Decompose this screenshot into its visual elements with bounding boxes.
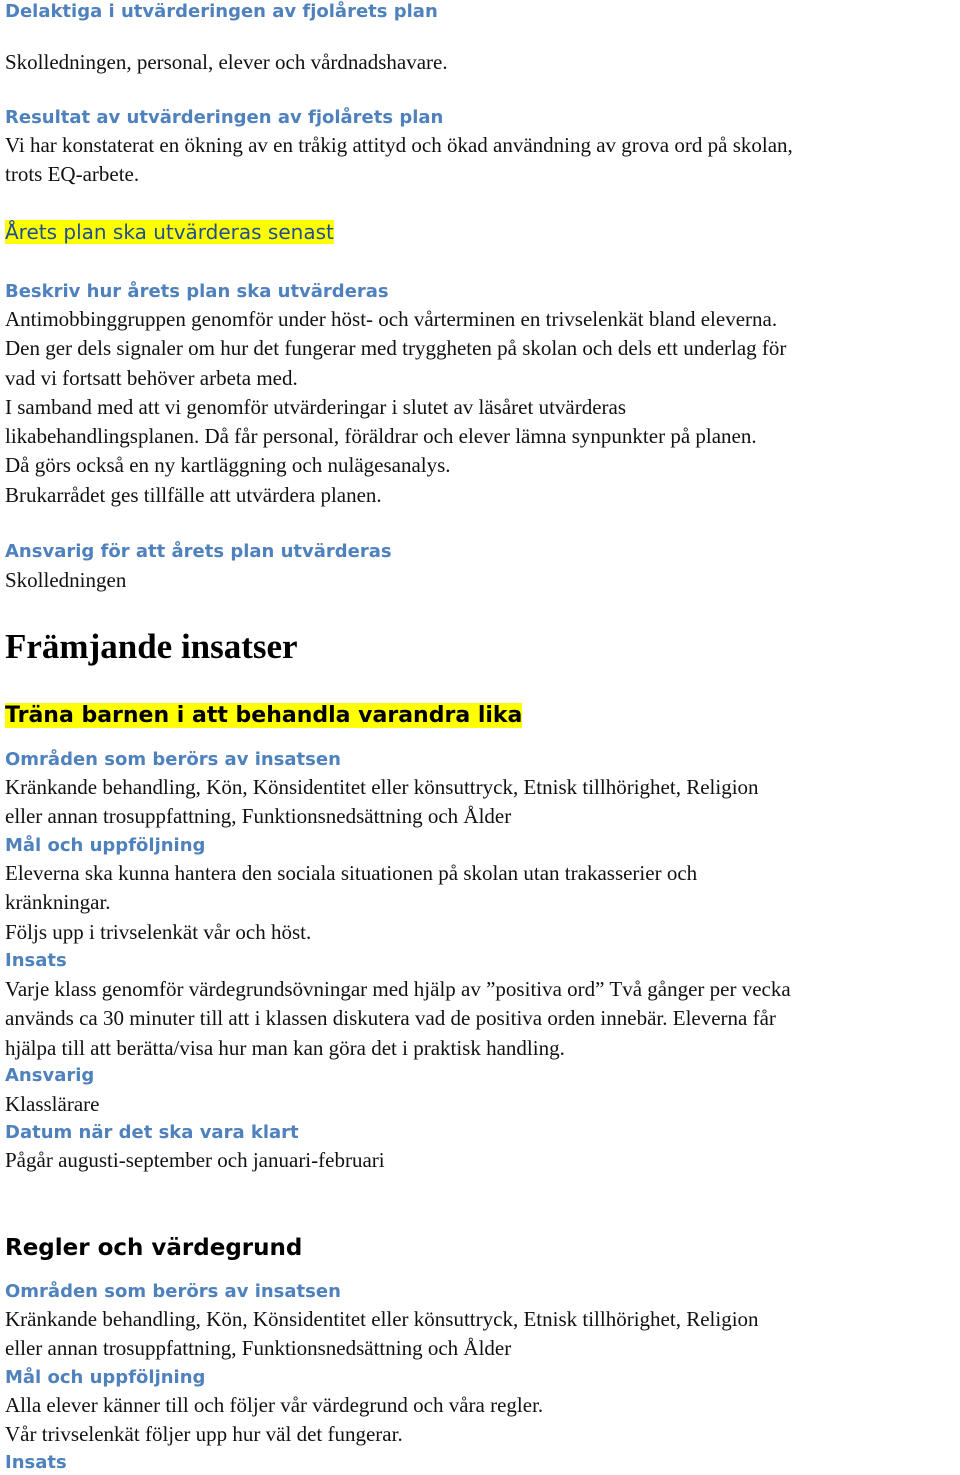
result-heading: Resultat av utvärderingen av fjolårets plan xyxy=(5,107,444,128)
action-line: hjälpa till att berätta/visa hur man kan göra det i praktisk handling. xyxy=(5,1035,565,1060)
goals-line: Eleverna ska kunna hantera den sociala situationen på skolan utan trakasserier och xyxy=(5,861,698,885)
goals-line: Alla elever känner till och följer vår värdegrund och våra regler. xyxy=(5,1393,544,1417)
measure2-title: Regler och värdegrund xyxy=(5,1235,303,1261)
describe-line: Den ger dels signaler om hur det fungerar med tryggheten på skolan och dels ett underlag för xyxy=(5,336,787,361)
measure2-goals-heading: Mål och uppföljning xyxy=(5,1367,206,1388)
section-title: Främjande insatser xyxy=(5,627,298,666)
measure1-goals-heading: Mål och uppföljning xyxy=(5,835,206,856)
measure1-title: Träna barnen i att behandla varandra lika xyxy=(5,703,523,728)
measure1-date-text: Pågår augusti-september och januari-februari xyxy=(5,1148,385,1172)
participants-text: Skolledningen, personal, elever och vårdnadshavare. xyxy=(5,50,448,74)
describe-line: vad vi fortsatt behöver arbeta med. xyxy=(5,365,298,390)
measure1-title-wrap xyxy=(5,697,522,735)
measure1-areas-text xyxy=(5,773,759,832)
describe-heading: Beskriv hur årets plan ska utvärderas xyxy=(5,281,389,302)
result-text xyxy=(5,131,793,190)
measure1-responsible-heading: Ansvarig xyxy=(5,1065,95,1086)
goals-line: Vår trivselenkät följer upp hur väl det fungerar. xyxy=(5,1422,403,1447)
measure1-responsible-text: Klasslärare xyxy=(5,1092,100,1116)
measure1-action-heading: Insats xyxy=(5,950,67,971)
describe-line: Då görs också en ny kartläggning och nulägesanalys. xyxy=(5,453,451,478)
areas-line: Kränkande behandling, Kön, Könsidentitet eller könsuttryck, Etnisk tillhörighet, Religion xyxy=(5,1307,759,1331)
measure1-date-heading: Datum när det ska vara klart xyxy=(5,1122,299,1143)
result-line: Vi har konstaterat en ökning av en tråkig attityd och ökad användning av grova ord på skolan, xyxy=(5,133,793,157)
measure2-action-heading: Insats xyxy=(5,1452,67,1473)
measure2-goals-text xyxy=(5,1391,543,1450)
measure2-areas-heading: Områden som berörs av insatsen xyxy=(5,1281,341,1302)
measure1-areas-heading: Områden som berörs av insatsen xyxy=(5,749,341,770)
deadline-heading-wrap xyxy=(5,218,334,246)
describe-line: I samband med att vi genomför utvärderingar i slutet av läsåret utvärderas xyxy=(5,394,627,419)
deadline-heading: Årets plan ska utvärderas senast xyxy=(5,220,334,244)
participants-heading: Delaktiga i utvärderingen av fjolårets plan xyxy=(5,1,438,22)
responsible-heading: Ansvarig för att årets plan utvärderas xyxy=(5,541,392,562)
describe-line: Brukarrådet ges tillfälle att utvärdera planen. xyxy=(5,482,382,507)
measure2-areas-text xyxy=(5,1305,759,1364)
measure1-goals-text xyxy=(5,859,697,947)
describe-text xyxy=(5,305,786,510)
goals-line: Följs upp i trivselenkät vår och höst. xyxy=(5,919,312,944)
describe-line: likabehandlingsplanen. Då får personal, föräldrar och elever lämna synpunkter på planen. xyxy=(5,424,757,449)
responsible-text: Skolledningen xyxy=(5,568,127,592)
action-line: Varje klass genomför värdegrundsövningar med hjälp av ”positiva ord” Två gånger per vecka xyxy=(5,977,791,1001)
result-line: trots EQ-arbete. xyxy=(5,162,140,187)
areas-line: eller annan trosuppfattning, Funktionsnedsättning och Ålder xyxy=(5,1336,512,1361)
describe-line: Antimobbinggruppen genomför under höst- och vårterminen en trivselenkät bland eleverna. xyxy=(5,307,778,331)
areas-line: Kränkande behandling, Kön, Könsidentitet eller könsuttryck, Etnisk tillhörighet, Religion xyxy=(5,775,759,799)
areas-line: eller annan trosuppfattning, Funktionsnedsättning och Ålder xyxy=(5,804,512,829)
action-line: används ca 30 minuter till att i klassen diskutera vad de positiva orden innebär. Eleverna får xyxy=(5,1006,776,1031)
measure1-action-text xyxy=(5,975,791,1063)
goals-line: kränkningar. xyxy=(5,890,111,915)
